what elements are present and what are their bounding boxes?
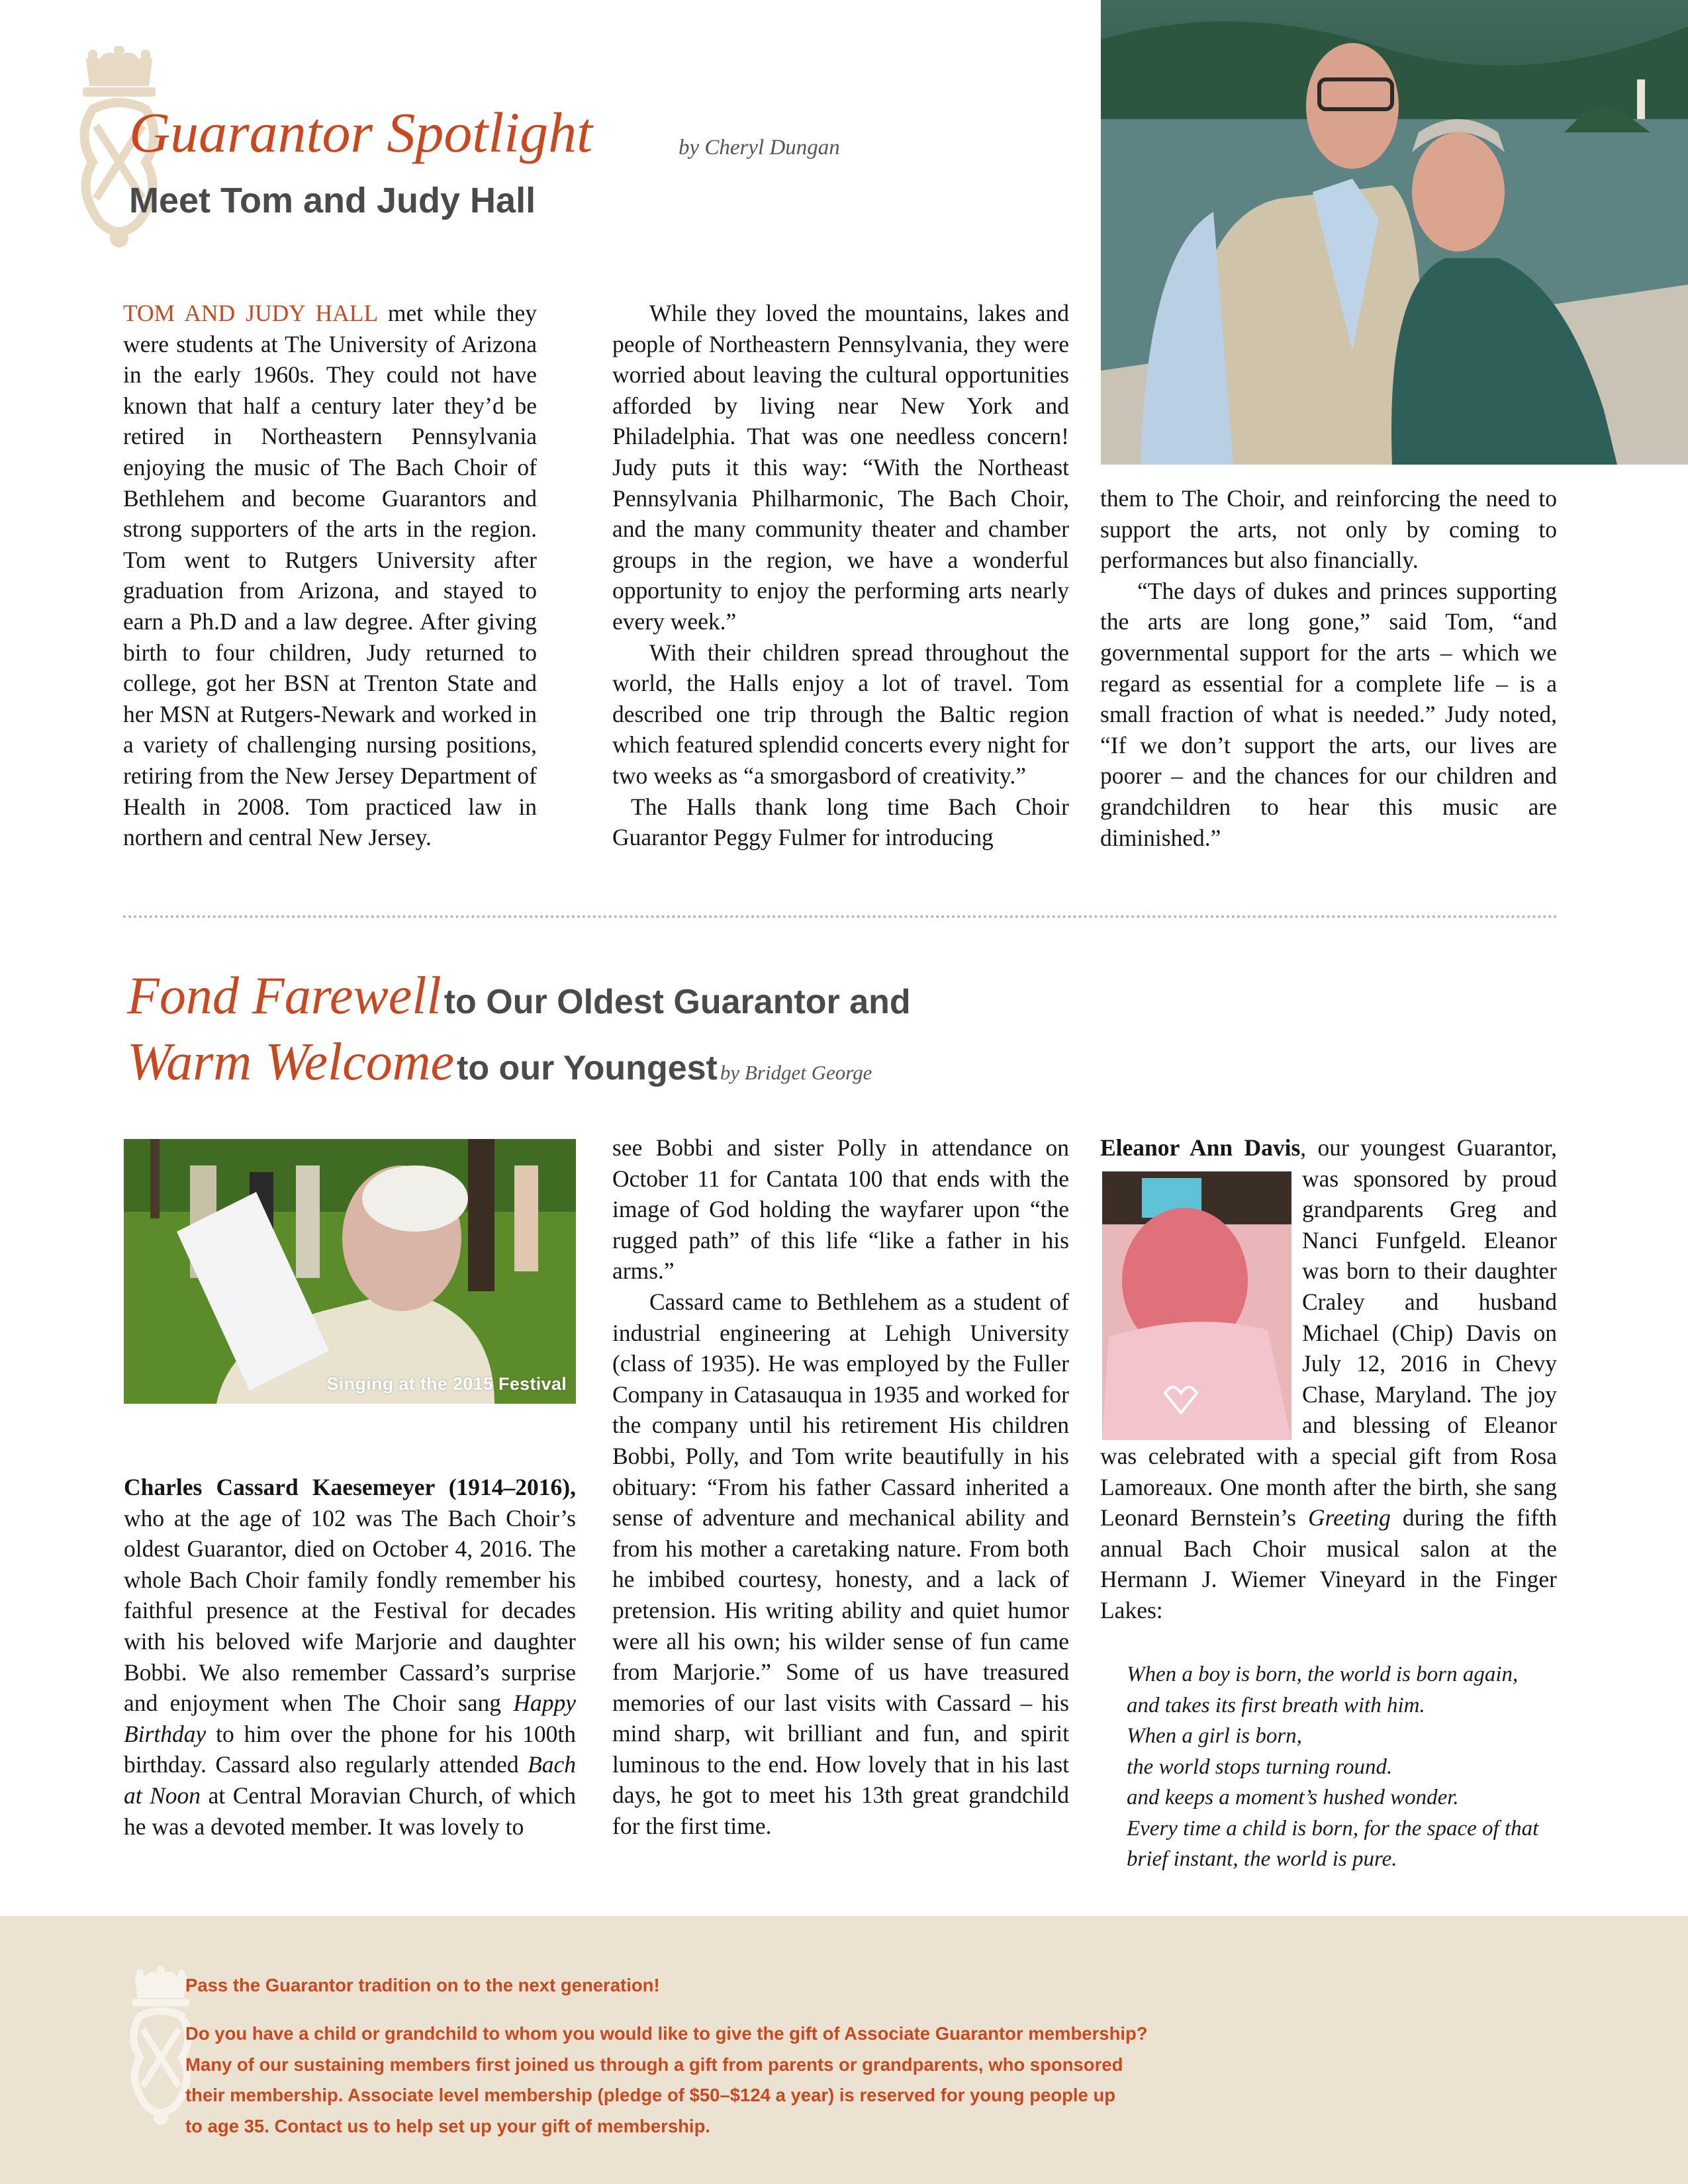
guarantor-tradition-banner xyxy=(0,1916,1688,2184)
cassard-photo-caption: Singing at the 2015 Festival xyxy=(326,1374,567,1394)
farewell-col3-text-a: , our youngest Guarantor, was sponsored by proud grandparents Greg and Nanci Funfgeld. Eleanor was born to their daughter Craley and husband Michael (Chip) Davis on July 12, 2016 in Chevy Chase, Maryland. The joy and blessing of Eleanor was celebrated with a special gift from Rosa Lamoreaux. One month after the birth, she sang Leonard Bernstein’s xyxy=(1100,1134,1557,1531)
poem-line: When a boy is born, the world is born again, xyxy=(1127,1662,1519,1686)
eleanor-name: Eleanor Ann Davis xyxy=(1100,1134,1301,1161)
farewell-col3-text-b: during the fifth annual Bach Choir musical salon at the Hermann J. Wiemer Vineyard in the Finger Lakes: xyxy=(1100,1504,1557,1623)
farewell-column-1 xyxy=(124,1472,576,1842)
banner-line: their membership. Associate level membership (pledge of $50–$124 a year) is reserved for young people up xyxy=(185,2085,1116,2105)
farewell-title-line2 xyxy=(127,1032,872,1093)
greeting-title: Greeting xyxy=(1307,1504,1391,1531)
spotlight-col2-p2: With their children spread throughout the world, the Halls enjoy a lot of travel. Tom described one trip through the Baltic region which featured splendid concerts every night for two weeks as “a smorgasbord of creativity.” xyxy=(612,639,1069,789)
spotlight-column-2 xyxy=(612,298,1069,853)
spotlight-subtitle: Meet Tom and Judy Hall xyxy=(129,181,536,220)
farewell-col2-p1: see Bobbi and sister Polly in attendance on October 11 for Cantata 100 that ends with the image of God holding the wayfarer upon “the rugged path” of this life “like a father in his arms.” xyxy=(612,1134,1069,1285)
tom-judy-photo xyxy=(1101,0,1688,465)
section-divider xyxy=(123,915,1558,918)
banner-line: Many of our sustaining members first joined us through a gift from parents or grandparents, who sponsored xyxy=(185,2054,1123,2075)
spotlight-col2-p1: While they loved the mountains, lakes and people of Northeastern Pennsylvania, they were worried about leaving the cultural opportunities afforded by living near New York and Philadelphia. That was one needless concern! Judy puts it this way: “With the Northeast Pennsylvania Philharmonic, The Bach Choir, and the many community theater and chamber groups in the region, we have a wonderful opportunity to enjoy the performing arts nearly every week.” xyxy=(612,300,1069,635)
poem-line: and keeps a moment’s hushed wonder. xyxy=(1127,1786,1459,1809)
cassard-photo xyxy=(124,1139,576,1404)
poem-line: When a girl is born, xyxy=(1127,1724,1302,1748)
banner-line: to age 35. Contact us to help set up your gift of membership. xyxy=(185,2115,711,2136)
bach-at-noon-title: Bach at Noon xyxy=(124,1751,576,1809)
farewell-col2-p2: Cassard came to Bethlehem as a student of industrial engineering at Lehigh University (class of 1935). He was employed by the Fuller Company in Catasauqua in 1935 and worked for the company until his retirement His children Bobbi, Polly, and Tom write beautifully in his obituary: “From his father Cassard inherited a sense of adventure and mechanical ability and from his mother a caretaking nature. From both he imbibed courtesy, honesty, and a lack of pretension. His writing ability and quiet humor were all his own; his wilder sense of fun came from Marjorie.” Some of us have treasured memories of our last visits with Cassard – his mind sharp, wit brilliant and fun, and spirit luminous to the end. How lovely that in his last days, he got to meet his 13th great grandchild for the first time. xyxy=(612,1288,1069,1840)
farewell-col1-text-a: who at the age of 102 was The Bach Choir’s oldest Guarantor, died on October 4, 2016. The whole Bach Choir family fondly remember his faithful presence at the Festival for decades with his beloved wife Marjorie and daughter Bobbi. We also remember Cassard’s surprise and enjoyment when The Choir sang xyxy=(124,1504,576,1717)
welcome-title-rest: to our Youngest xyxy=(457,1049,718,1087)
spotlight-title: Guarantor Spotlight xyxy=(129,101,593,164)
farewell-col1-text-c: at Central Moravian Church, of which he was a devoted member. It was lovely to xyxy=(124,1782,576,1840)
farewell-col1-text-b: to him over the phone for his 100th birthday. Cassard also regularly attended xyxy=(124,1720,576,1778)
poem-line: and takes its first breath with him. xyxy=(1127,1693,1425,1717)
poem-line: Every time a child is born, for the space of that xyxy=(1127,1816,1539,1841)
spotlight-col3-p2: “The days of dukes and princes supporting the arts are long gone,” said Tom, “and governmental support for the arts – which we regard as essential for a complete life – is a small fraction of what is needed.” Judy noted, “If we don’t support the arts, our lives are poorer – and the chances for our children and grandchildren to hear this music are diminished.” xyxy=(1100,577,1557,851)
happy-birthday-title: Happy Birthday xyxy=(124,1690,576,1747)
farewell-byline: by Bridget George xyxy=(720,1061,872,1084)
spotlight-lead: TOM AND JUDY HALL xyxy=(123,300,377,326)
banner-headline: Pass the Guarantor tradition on to the next generation! xyxy=(185,1975,660,1995)
welcome-title-italic: Warm Welcome xyxy=(127,1033,455,1091)
farewell-title-line1 xyxy=(127,966,911,1026)
spotlight-byline: by Cheryl Dungan xyxy=(679,136,840,159)
banner-line: Do you have a child or grandchild to whom you would like to give the gift of Associate Guarantor membership? xyxy=(185,2023,1148,2044)
spotlight-col1-text: met while they were students at The University of Arizona in the early 1960s. They could not have known that half a century later they’d be retired in Northeastern Pennsylvania enjoying the music of The Bach Choir of Bethlehem and become Guarantors and strong supporters of the arts in the region. Tom went to Rutgers University after graduation from Arizona, and stayed to earn a Ph.D and a law degree. After giving birth to four children, Judy returned to college, got her BSN at Trenton State and her MSN at Rutgers-Newark and worked in a variety of challenging nursing positions, retiring from the New Jersey Department of Health in 2008. Tom practiced law in northern and central New Jersey. xyxy=(123,300,537,851)
cassard-name: Charles Cassard Kaesemeyer (1914–2016), xyxy=(124,1474,576,1500)
spotlight-column-1 xyxy=(123,298,537,853)
spotlight-col2-p3: The Halls thank long time Bach Choir Guarantor Peggy Fulmer for introducing xyxy=(612,793,1069,851)
farewell-column-2 xyxy=(612,1132,1069,1842)
farewell-title-italic: Fond Farewell xyxy=(127,967,442,1025)
greeting-poem xyxy=(1127,1659,1564,1875)
banner-body xyxy=(185,2019,1148,2142)
spotlight-column-3 xyxy=(1100,483,1557,853)
farewell-column-3 xyxy=(1100,1132,1557,1626)
farewell-title-rest: to Our Oldest Guarantor and xyxy=(444,983,911,1021)
spotlight-col3-p1: them to The Choir, and reinforcing the need to support the arts, not only by coming to performances but also financially. xyxy=(1100,485,1557,574)
poem-line: brief instant, the world is pure. xyxy=(1127,1847,1397,1871)
photo-wrap-spacer xyxy=(1100,1166,1302,1437)
poem-line: the world stops turning round. xyxy=(1127,1754,1393,1779)
